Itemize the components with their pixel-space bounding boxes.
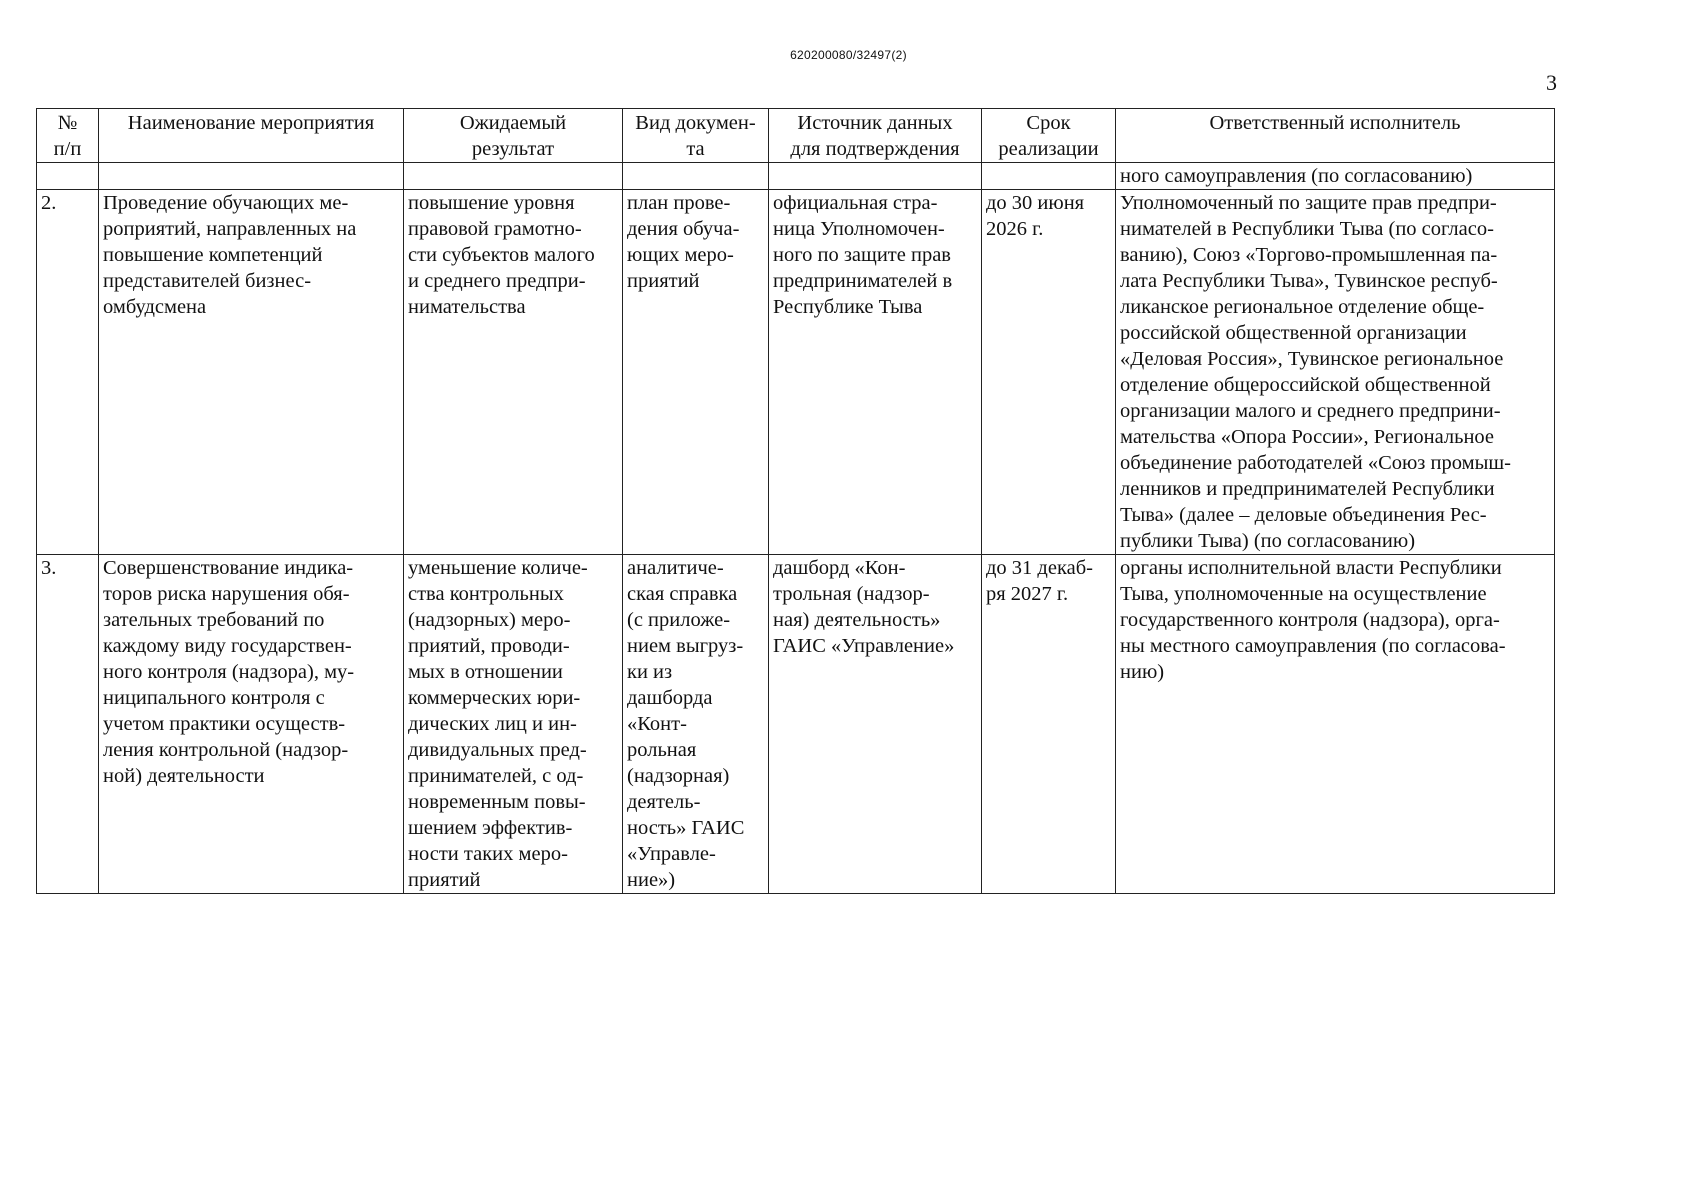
expected-result-cell: повышение уровня правовой грамотно- сти субъектов малого и среднего предпри- нимательства [404, 190, 623, 555]
event-name-cell: Проведение обучающих ме- роприятий, направленных на повышение компетенций представителей бизнес- омбудсмена [99, 190, 404, 555]
table-header-row [37, 109, 1555, 163]
column-header-event-name: Наименование мероприятия [99, 109, 404, 163]
table-row-continuation [37, 163, 1555, 190]
table-cell [404, 163, 623, 190]
column-header-expected-result: Ожидаемый результат [404, 109, 623, 163]
row-number-cell: 3. [37, 555, 99, 894]
page-number: 3 [1546, 70, 1557, 95]
table-cell [982, 163, 1116, 190]
data-source-cell: официальная стра- ница Уполномочен- ного по защите прав предпринимателей в Республике Тыва [769, 190, 982, 555]
action-plan-table [36, 108, 1555, 894]
deadline-cell: до 31 декаб- ря 2027 г. [982, 555, 1116, 894]
expected-result-cell: уменьшение количе- ства контрольных (надзорных) меро- приятий, проводи- мых в отношении коммерческих юри- дических лиц и ин- дивидуальных пред- принимателей, с од- новременным повы- шением эффектив- ности таких меро- приятий [404, 555, 623, 894]
table-row [37, 190, 1555, 555]
event-name-cell: Совершенствование индика- торов риска нарушения обя- зательных требований по каждому виду государствен- ного контроля (надзора), му- ниципального контроля с учетом практики осуществ- ления контрольной (надзор- ной) деятельности [99, 555, 404, 894]
table-row [37, 555, 1555, 894]
responsible-cell: Уполномоченный по защите прав предпри- нимателей в Республики Тыва (по согласо- ванию), Союз «Торгово-промышленная па- лата Республики Тыва», Тувинское респуб- ликанское региональное отделение обще- российской общественной организации «Деловая Россия», Тувинское региональное отделение общероссийской общественной организации малого и среднего предприни- мательства «Опора России», Региональное объединение работодателей «Союз промыш- ленников и предпринимателей Республики Тыва» (далее – деловые объединения Рес- публики Тыва) (по согласованию) [1116, 190, 1555, 555]
table-cell [99, 163, 404, 190]
column-header-data-source: Источник данных для подтверждения [769, 109, 982, 163]
column-header-document-type: Вид докумен- та [623, 109, 769, 163]
document-type-cell: план прове- дения обуча- ющих меро- приятий [623, 190, 769, 555]
column-header-deadline: Срок реализации [982, 109, 1116, 163]
table-cell [623, 163, 769, 190]
continuation-responsible-cell: ного самоуправления (по согласованию) [1116, 163, 1555, 190]
deadline-cell: до 30 июня 2026 г. [982, 190, 1116, 555]
document-id: 620200080/32497(2) [790, 48, 907, 62]
document-type-cell: аналитиче- ская справка (с приложе- нием выгруз- ки из дашборда «Конт- рольная (надзорная) деятель- ность» ГАИС «Управле- ние») [623, 555, 769, 894]
table-cell [769, 163, 982, 190]
row-number-cell: 2. [37, 190, 99, 555]
table-cell [37, 163, 99, 190]
column-header-responsible: Ответственный исполнитель [1116, 109, 1555, 163]
column-header-number: № п/п [37, 109, 99, 163]
responsible-cell: органы исполнительной власти Республики Тыва, уполномоченные на осуществление государственного контроля (надзора), орга- ны местного самоуправления (по согласова- нию) [1116, 555, 1555, 894]
data-source-cell: дашборд «Кон- трольная (надзор- ная) деятельность» ГАИС «Управление» [769, 555, 982, 894]
